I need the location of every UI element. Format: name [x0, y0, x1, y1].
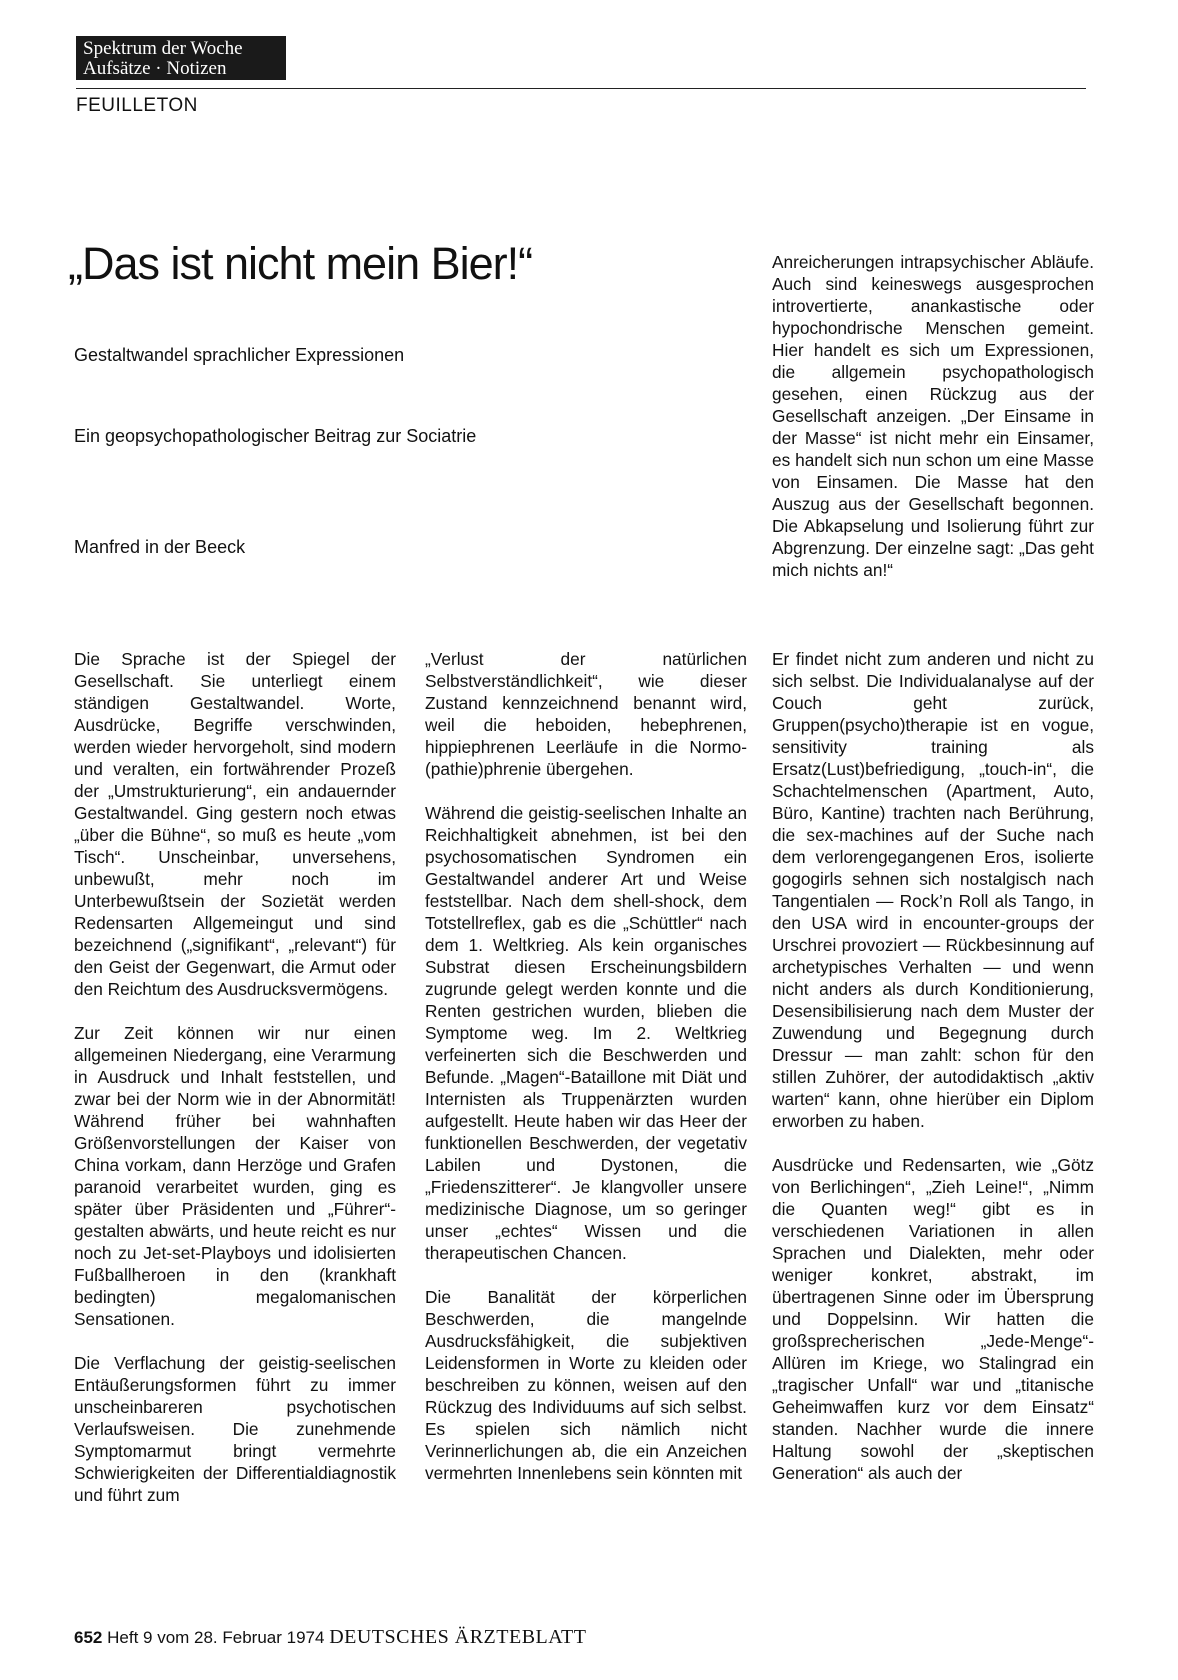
masthead-line2: Aufsätze · Notizen: [83, 58, 227, 79]
article-subtitle-secondary: Ein geopsychopathologischer Beitrag zur Sociatrie: [74, 426, 477, 446]
column-3: [772, 648, 1094, 1484]
column-3-top: [772, 251, 1094, 581]
masthead-line1: Spektrum der Woche: [83, 38, 243, 59]
paragraph: Anreicherungen intrapsychischer Abläufe. Auch sind keineswegs ausgesprochen introvertierte, anankastische oder hypochondrische Menschen gemeint. Hier handelt es sich um Expressionen, die allgemein psychopathologisch gesehen, einen Rückzug aus der Gesellschaft anzeigen. „Der Einsame in der Masse“ ist nicht mehr ein Einsamer, es handelt sich nun schon um eine Masse von Einsamen. Die Masse hat den Auszug aus der Gesellschaft begonnen. Die Abkapselung und Isolierung führt zur Abgrenzung. Der einzelne sagt: „Das geht mich nichts an!“: [772, 252, 1094, 580]
paragraph: „Verlust der natürlichen Selbstverständlichkeit“, wie dieser Zustand kennzeichnend benannt wird, weil die heboiden, hebephrenen, hippiephrenen Leerläufe in die Normo-(pathie)phrenie übergehen.: [425, 649, 747, 779]
paragraph: Während die geistig-seelischen Inhalte an Reichhaltigkeit abnehmen, ist bei den psychosomatischen Syndromen ein Gestaltwandel anderer Art und Weise feststellbar. Nach dem shell-shock, dem Totstellreflex, gab es die „Schüttler“ nach dem 1. Weltkrieg. Als kein organisches Substrat diesen Erscheinungsbildern zugrunde gelegt werden konnte und die Renten gestrichen wurden, blieben die Symptome weg. Im 2. Weltkrieg verfeinerten sich die Beschwerden und Befunde. „Magen“-Bataillone mit Diät und Internisten als Truppenärzten wurden aufgestellt. Heute haben wir das Heer der funktionellen Beschwerden, der vegetativ Labilen und Dystonen, die „Friedenszitterer“. Je klangvoller unsere medizinische Diagnose, um so geringer unser „echtes“ Wissen und die therapeutischen Chancen.: [425, 803, 747, 1263]
header-rule: [76, 88, 1086, 89]
paragraph: Ausdrücke und Redensarten, wie „Götz von Berlichingen“, „Zieh Leine!“, „Nimm die Quanten weg!“ gibt es in verschiedenen Variationen in allen Sprachen und Dialekten, mehr oder weniger konkret, abstrakt, im übertragenen Sinne oder im Übersprung und Doppelsinn. Wir hatten die großsprecherischen „Jede-Menge“-Allüren im Kriege, wo Stalingrad ein „tragischer Unfall“ war und „titanische Geheimwaffen kurz vor dem Einsatz“ standen. Nachher wurde die innere Haltung sowohl der „skeptischen Generation“ als auch der: [772, 1155, 1094, 1483]
column-1: [74, 648, 396, 1506]
page-footer: [74, 1626, 586, 1649]
column-2: [425, 648, 747, 1484]
paragraph: Er findet nicht zum anderen und nicht zu sich selbst. Die Individualanalyse auf der Couch geht zurück, Gruppen(psycho)therapie ist en vogue, sensitivity training als Ersatz(Lust)befriedigung, „touch-in“, die Schachtelmenschen (Apartment, Auto, Büro, Kantine) trachten nach Berührung, die sex-machines auf der Suche nach dem verlorengegangenen Eros, isolierte gogogirls sehnen sich nostalgisch nach Tangentialen — Rock’n Roll als Tango, in den USA wird in encounter-groups der Urschrei provoziert — Rückbesinnung auf archetypisches Verhalten — und wenn nicht anders als durch Konditionierung, Desensibilisierung nach dem Muster der Zuwendung und Begegnung durch Dressur — man zahlt: schon für den stillen Zuhörer, der autodidaktisch „aktiv warten“ kann, ohne hierüber ein Diplom erworben zu haben.: [772, 649, 1094, 1131]
paragraph: Die Sprache ist der Spiegel der Gesellschaft. Sie unterliegt einem ständigen Gestaltwandel. Worte, Ausdrücke, Begriffe verschwinden, werden wieder hervorgeholt, sind modern und veralten, ein fortwährender Prozeß der „Umstrukturierung“, ein andauernder Gestaltwandel. Ging gestern noch etwas „über die Bühne“, so muß es heute „vom Tisch“. Unscheinbar, unversehens, unbewußt, mehr noch im Unterbewußtsein der Sozietät werden Redensarten Allgemeingut und sind bezeichnend („signifikant“, „relevant“) für den Geist der Gegenwart, die Armut oder den Reichtum des Ausdrucksvermögens.: [74, 649, 396, 999]
section-label: FEUILLETON: [76, 95, 198, 116]
issue-info: Heft 9 vom 28. Februar 1974: [107, 1628, 325, 1647]
masthead: [76, 36, 286, 80]
article-author: Manfred in der Beeck: [74, 537, 246, 557]
paragraph: Die Banalität der körperlichen Beschwerden, die mangelnde Ausdrucksfähigkeit, die subjektiven Leidensformen in Worte zu kleiden oder beschreiben zu können, weisen auf den Rückzug des Individuums auf sich selbst. Es spielen sich nämlich nicht Verinnerlichungen ab, die ein Anzeichen vermehrten Innenlebens sein könnten mit: [425, 1287, 747, 1483]
journal-name: DEUTSCHES ÄRZTEBLATT: [329, 1626, 587, 1648]
article-subtitle: Gestaltwandel sprachlicher Expressionen: [74, 345, 405, 365]
page-number: 652: [74, 1628, 103, 1647]
article-title: „Das ist nicht mein Bier!“: [68, 238, 533, 289]
paragraph: Zur Zeit können wir nur einen allgemeinen Niedergang, eine Verarmung in Ausdruck und Inhalt feststellen, und zwar bei der Norm wie in der Abnormität! Während früher bei wahnhaften Größenvorstellungen der Kaiser von China vorkam, dann Herzöge und Grafen paranoid verarbeitet wurden, ging es später über Präsidenten und „Führer“-gestalten abwärts, und heute reicht es nur noch zu Jet-set-Playboys und idolisierten Fußballheroen in den (krankhaft bedingten) megalomanischen Sensationen.: [74, 1023, 396, 1329]
paragraph: Die Verflachung der geistig-seelischen Entäußerungsformen führt zu immer unscheinbareren psychotischen Verlaufsweisen. Die zunehmende Symptomarmut bringt vermehrte Schwierigkeiten der Differentialdiagnostik und führt zum: [74, 1353, 396, 1505]
